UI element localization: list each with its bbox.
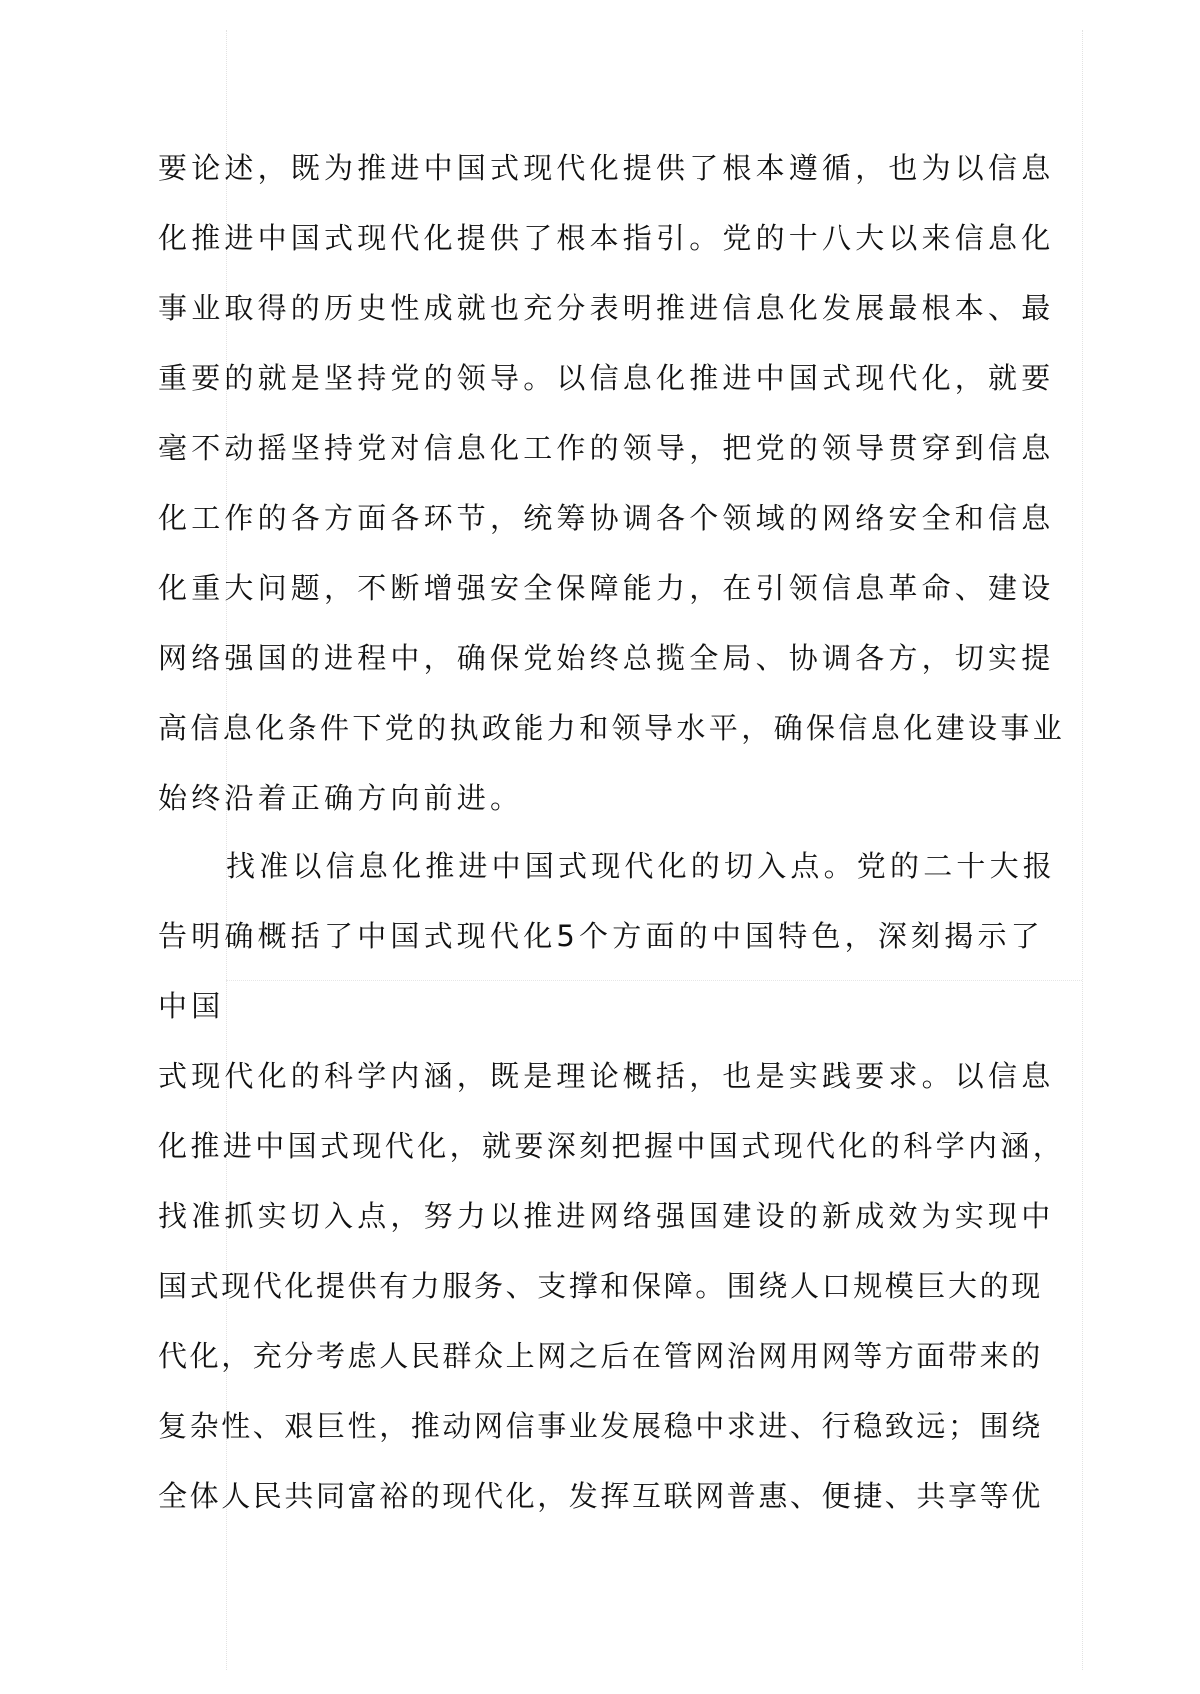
text-line: 化工作的各方面各环节，统筹协调各个领域的网络安全和信息 [158, 501, 1055, 535]
text-line: 要论述，既为推进中国式现代化提供了根本遵循，也为以信息 [158, 151, 1055, 185]
text-line: 高信息化条件下党的执政能力和领导水平，确保信息化建设事业 [158, 711, 1066, 745]
text-line: 化重大问题，不断增强安全保障能力，在引领信息革命、建设 [158, 571, 1055, 605]
text-line: 始终沿着正确方向前进。 [158, 781, 524, 815]
text-line: 复杂性、艰巨性，推动网信事业发展稳中求进、行稳致远；围绕 [158, 1409, 1043, 1443]
text-line: 国式现代化提供有力服务、支撑和保障。围绕人口规模巨大的现 [158, 1269, 1043, 1303]
paragraph-heading-line: 找准以信息化推进中国式现代化的切入点。党的二十大报 [226, 849, 1057, 883]
section-guide [226, 980, 1082, 981]
text-line: 化推进中国式现代化，就要深刻把握中国式现代化的科学内涵， [158, 1129, 1066, 1163]
text-line: 毫不动摇坚持党对信息化工作的领导，把党的领导贯穿到信息 [158, 431, 1055, 465]
text-line: 事业取得的历史性成就也充分表明推进信息化发展最根本、最 [158, 291, 1055, 325]
text-line: 代化，充分考虑人民群众上网之后在管网治网用网等方面带来的 [158, 1339, 1043, 1373]
text-line: 全体人民共同富裕的现代化，发挥互联网普惠、便捷、共享等优 [158, 1479, 1043, 1513]
text-line: 找准抓实切入点，努力以推进网络强国建设的新成效为实现中 [158, 1199, 1055, 1233]
text-line: 式现代化的科学内涵，既是理论概括，也是实践要求。以信息 [158, 1059, 1055, 1093]
text-line: 重要的就是坚持党的领导。以信息化推进中国式现代化，就要 [158, 361, 1055, 395]
text-line: 告明确概括了中国式现代化5个方面的中国特色，深刻揭示了 [158, 919, 1044, 953]
margin-guide-right [1082, 30, 1083, 1670]
text-line: 中国 [158, 989, 225, 1023]
text-line: 网络强国的进程中，确保党始终总揽全局、协调各方，切实提 [158, 641, 1055, 675]
text-line: 化推进中国式现代化提供了根本指引。党的十八大以来信息化 [158, 221, 1055, 255]
